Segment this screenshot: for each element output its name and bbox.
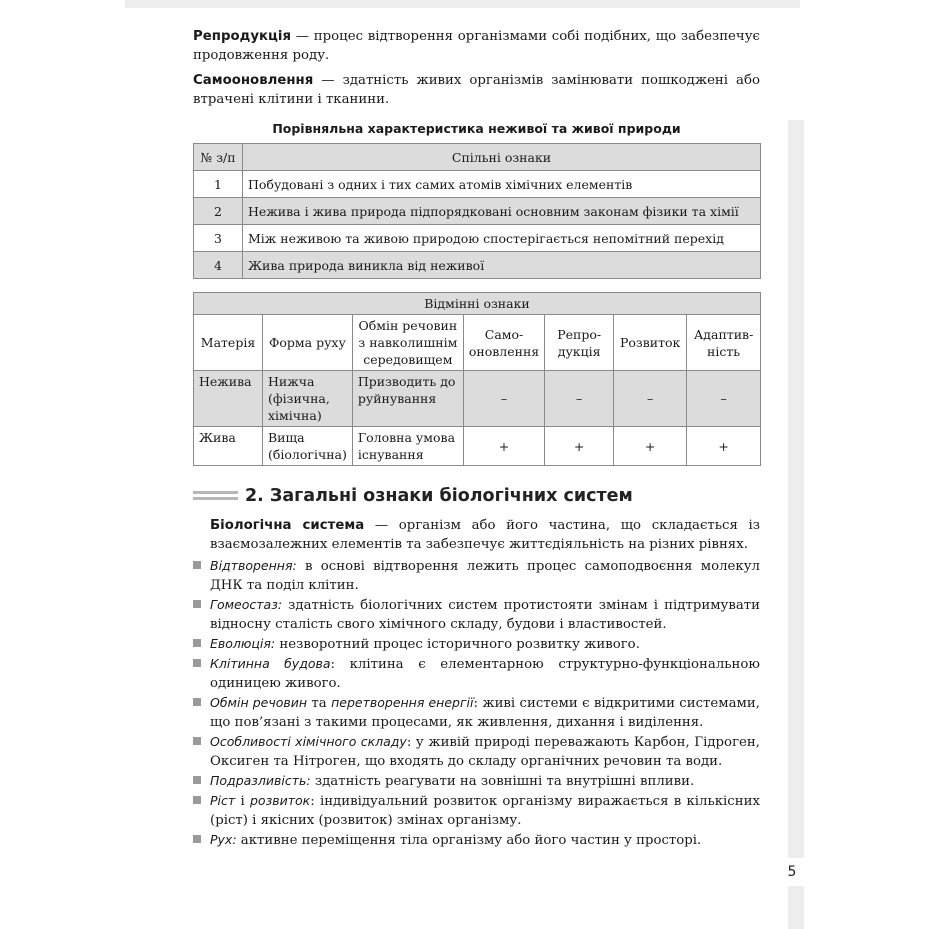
cell-development: –: [614, 371, 687, 427]
header-renewal: Само-оновлення: [463, 315, 544, 371]
definition-text: — здатність живих організмів замінювати пошкоджені або втрачені клітини і тканини.: [193, 73, 760, 107]
table-row: [194, 225, 761, 252]
cell-exchange: Призводить до руйнування: [352, 371, 463, 427]
row-text: Нежива і жива природа підпорядковані основним законам фізики та хімії: [243, 198, 761, 225]
cell-renewal: +: [463, 427, 544, 466]
differences-title: Відмінні ознаки: [194, 293, 761, 315]
row-text: Жива природа виникла від неживої: [243, 252, 761, 279]
header-adaptivity: Адаптив-ність: [687, 315, 761, 371]
item-text: : клітина є елементарною структурно-функціональною одиницею живого.: [210, 657, 760, 691]
square-bullet-icon: [193, 737, 201, 745]
section-heading: [193, 486, 760, 510]
cell-reproduction: +: [545, 427, 614, 466]
square-bullet-icon: [193, 600, 201, 608]
item-term: Обмін речовин: [210, 695, 308, 710]
common-features-table: [193, 143, 761, 279]
table-header-row: [194, 315, 761, 371]
header-development: Розвиток: [614, 315, 687, 371]
definition-term: Репродукція: [193, 29, 291, 44]
side-page-strip: [788, 120, 804, 929]
item-term: Рух:: [210, 832, 237, 847]
item-term: Відтворення:: [210, 558, 297, 573]
square-bullet-icon: [193, 698, 201, 706]
row-text: Між неживою та живою природою спостерігається непомітний перехід: [243, 225, 761, 252]
item-term-2: розвиток: [249, 793, 311, 808]
definition-term: Біологічна система: [210, 518, 365, 533]
header-reproduction: Репро-дукція: [545, 315, 614, 371]
definition-text: — процес відтворення організмами собі подібних, що забезпечує продовження роду.: [193, 29, 760, 63]
differences-table: [193, 292, 761, 466]
list-item: [193, 556, 760, 595]
row-text: Побудовані з одних і тих самих атомів хімічних елементів: [243, 171, 761, 198]
header-exchange: Обмін речовин з навколишнім середовищем: [352, 315, 463, 371]
section-bars-decoration: [193, 491, 238, 503]
row-number: 1: [194, 171, 243, 198]
item-term: Еволюція:: [210, 636, 276, 651]
item-term: Подразливість:: [210, 773, 311, 788]
square-bullet-icon: [193, 776, 201, 784]
cell-adaptivity: –: [687, 371, 761, 427]
square-bullet-icon: [193, 835, 201, 843]
square-bullet-icon: [193, 796, 201, 804]
header-number: № з/п: [194, 144, 243, 171]
page-content: [193, 27, 760, 850]
item-term-2: перетворення енергії: [331, 695, 474, 710]
item-text: активне переміщення тіла організму або його частин у просторі.: [236, 833, 702, 848]
item-text: в основі відтворення лежить процес самоподвоєння молекул ДНК та поділ клітин.: [210, 559, 760, 593]
item-text: та: [307, 696, 332, 711]
definition-reproduction: [193, 27, 760, 65]
biosystem-definition: [210, 516, 760, 554]
table-row: [194, 252, 761, 279]
list-item: [193, 732, 760, 771]
table-row: [194, 427, 761, 466]
cell-motion: Нижча (фізична, хімічна): [263, 371, 353, 427]
table-caption: Порівняльна характеристика неживої та живої природи: [272, 121, 681, 136]
definition-renewal: [193, 71, 760, 109]
header-motion: Форма руху: [263, 315, 353, 371]
square-bullet-icon: [193, 659, 201, 667]
item-text-2: : живі системи є відкритими системами, що пов’язані з такими процесами, як живлення, дихання і виділення.: [210, 696, 760, 730]
table-row: [194, 198, 761, 225]
item-term: Ріст: [210, 793, 236, 808]
item-term: Клітинна будова: [210, 656, 331, 671]
cell-development: +: [614, 427, 687, 466]
item-text: і: [235, 794, 250, 809]
list-item: [193, 595, 760, 634]
definition-text: — організм або його частина, що складається із взаємозалежних елементів та забезпечує життєдіяльність на різних рівнях.: [210, 518, 760, 552]
header-common-features: Спільні ознаки: [243, 144, 761, 171]
list-item: [193, 791, 760, 830]
row-number: 2: [194, 198, 243, 225]
header-matter: Матерія: [194, 315, 263, 371]
cell-renewal: –: [463, 371, 544, 427]
table-row: [194, 371, 761, 427]
square-bullet-icon: [193, 639, 201, 647]
cell-matter: Нежива: [194, 371, 263, 427]
cell-motion: Вища (біологічна): [263, 427, 353, 466]
list-item: [193, 830, 760, 850]
cell-matter: Жива: [194, 427, 263, 466]
item-term: Гомеостаз:: [210, 597, 283, 612]
square-bullet-icon: [193, 561, 201, 569]
cell-reproduction: –: [545, 371, 614, 427]
row-number: 4: [194, 252, 243, 279]
list-item: [193, 693, 760, 732]
item-text: здатність реагувати на зовнішні та внутрішні впливи.: [310, 774, 695, 789]
top-page-strip: [125, 0, 800, 8]
item-text: незворотний процес історичного розвитку живого.: [275, 637, 640, 652]
list-item: [193, 771, 760, 791]
cell-exchange: Головна умова існування: [352, 427, 463, 466]
section-title: 2. Загальні ознаки біологічних систем: [245, 486, 633, 506]
row-number: 3: [194, 225, 243, 252]
features-list: [193, 556, 760, 850]
list-item: [193, 634, 760, 654]
cell-adaptivity: +: [687, 427, 761, 466]
item-text: : у живій природі переважають Карбон, Гідроген, Оксиген та Нітроген, що входять до складу органічних речовин та води.: [210, 735, 760, 769]
list-item: [193, 654, 760, 693]
page-number: 5: [780, 858, 804, 886]
item-text-2: : індивідуальний розвиток організму виражається в кількісних (ріст) і якісних (розвиток) змінах організму.: [210, 794, 760, 828]
definition-term: Самооновлення: [193, 73, 314, 88]
table-row: [194, 171, 761, 198]
table-header-row: [194, 144, 761, 171]
item-text: здатність біологічних систем протистояти змінам і підтримувати відносну сталість свого хімічного складу, будови і властивостей.: [210, 598, 760, 632]
table-title-row: [194, 293, 761, 315]
item-term: Особливості хімічного складу: [210, 734, 407, 749]
